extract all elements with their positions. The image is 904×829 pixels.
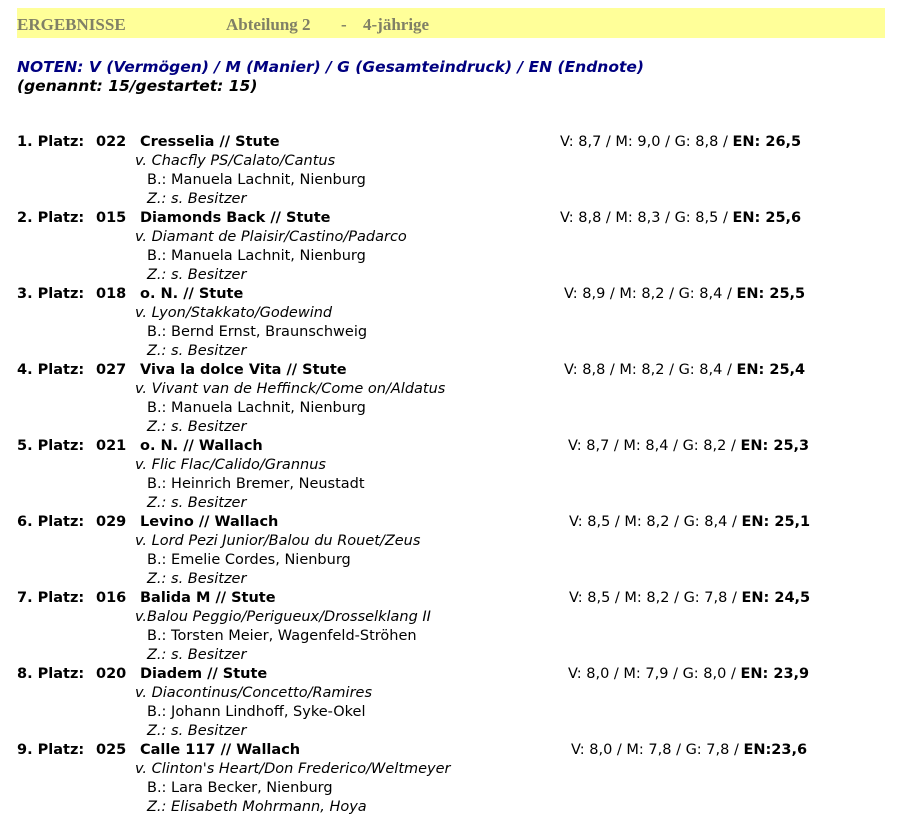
result-horse-name: Cresselia // Stute (140, 134, 280, 150)
result-score-values: V: 8,0 / M: 7,9 / G: 8,0 / (568, 666, 741, 682)
result-owner: Z.: s. Besitzer (147, 723, 247, 739)
result-scores (568, 665, 809, 684)
result-score-values: V: 8,8 / M: 8,3 / G: 8,5 / (560, 210, 733, 226)
result-endnote: EN: 25,6 (732, 210, 802, 226)
result-scores (569, 589, 810, 608)
result-owner: Z.: s. Besitzer (147, 191, 247, 207)
result-breeder: B.: Manuela Lachnit, Nienburg (147, 248, 366, 264)
header-division: Abteilung 2 (226, 15, 311, 34)
result-horse-name: Diamonds Back // Stute (140, 210, 331, 226)
noten-legend: NOTEN: V (Vermögen) / M (Manier) / G (Gesamteindruck) / EN (Endnote) (17, 58, 644, 76)
result-entry (0, 665, 904, 741)
result-endnote: EN: 24,5 (741, 590, 811, 606)
result-breeder: B.: Bernd Ernst, Braunschweig (147, 324, 368, 340)
result-entry (0, 513, 904, 589)
result-horse-name: o. N. // Stute (140, 286, 244, 302)
result-entry (0, 589, 904, 665)
result-endnote: EN: 25,3 (740, 438, 810, 454)
result-place: 6. Platz: (17, 514, 85, 530)
header-separator: - (341, 15, 347, 34)
result-entry (0, 361, 904, 437)
result-score-values: V: 8,7 / M: 8,4 / G: 8,2 / (568, 438, 741, 454)
result-scores (571, 741, 807, 760)
result-place: 4. Platz: (17, 362, 85, 378)
result-pedigree: v. Flic Flac/Calido/Grannus (135, 457, 326, 473)
result-start-number: 025 (96, 742, 127, 758)
result-pedigree: v. Chacfly PS/Calato/Cantus (135, 153, 336, 169)
result-endnote: EN:23,6 (743, 742, 808, 758)
result-scores (560, 133, 801, 152)
result-endnote: EN: 25,4 (736, 362, 806, 378)
result-owner: Z.: s. Besitzer (147, 267, 247, 283)
result-breeder: B.: Johann Lindhoff, Syke-Okel (147, 704, 366, 720)
header-title: ERGEBNISSE (17, 15, 126, 34)
result-entry (0, 741, 904, 817)
result-scores (564, 285, 805, 304)
result-horse-name: Balida M // Stute (140, 590, 276, 606)
result-score-values: V: 8,7 / M: 9,0 / G: 8,8 / (560, 134, 733, 150)
result-breeder: B.: Emelie Cordes, Nienburg (147, 552, 351, 568)
result-start-number: 015 (96, 210, 127, 226)
result-place: 9. Platz: (17, 742, 85, 758)
result-owner: Z.: s. Besitzer (147, 571, 247, 587)
header-category: 4-jährige (363, 15, 430, 34)
result-place: 2. Platz: (17, 210, 85, 226)
result-horse-name: Viva la dolce Vita // Stute (140, 362, 347, 378)
result-breeder: B.: Lara Becker, Nienburg (147, 780, 333, 796)
result-score-values: V: 8,9 / M: 8,2 / G: 8,4 / (564, 286, 737, 302)
result-scores (564, 361, 805, 380)
result-endnote: EN: 25,1 (741, 514, 811, 530)
result-entry (0, 285, 904, 361)
result-place: 5. Platz: (17, 438, 85, 454)
result-breeder: B.: Manuela Lachnit, Nienburg (147, 400, 366, 416)
result-pedigree: v. Lyon/Stakkato/Godewind (135, 305, 333, 321)
result-pedigree: v.Balou Peggio/Perigueux/Drosselklang II (135, 609, 431, 625)
result-pedigree: v. Diamant de Plaisir/Castino/Padarco (135, 229, 407, 245)
result-start-number: 021 (96, 438, 127, 454)
result-endnote: EN: 26,5 (732, 134, 802, 150)
result-pedigree: v. Clinton's Heart/Don Frederico/Weltmeyer (135, 761, 451, 777)
result-start-number: 029 (96, 514, 127, 530)
result-breeder: B.: Torsten Meier, Wagenfeld-Ströhen (147, 628, 417, 644)
result-endnote: EN: 23,9 (740, 666, 810, 682)
result-scores (568, 437, 809, 456)
results-header-bar (17, 8, 885, 38)
result-breeder: B.: Manuela Lachnit, Nienburg (147, 172, 366, 188)
result-entry (0, 133, 904, 209)
result-owner: Z.: s. Besitzer (147, 647, 247, 663)
result-endnote: EN: 25,5 (736, 286, 806, 302)
result-owner: Z.: s. Besitzer (147, 343, 247, 359)
result-owner: Z.: Elisabeth Mohrmann, Hoya (147, 799, 367, 815)
result-entry (0, 437, 904, 513)
result-horse-name: Diadem // Stute (140, 666, 268, 682)
result-start-number: 022 (96, 134, 127, 150)
result-horse-name: o. N. // Wallach (140, 438, 263, 454)
result-owner: Z.: s. Besitzer (147, 419, 247, 435)
result-pedigree: v. Diacontinus/Concetto/Ramires (135, 685, 373, 701)
result-place: 1. Platz: (17, 134, 85, 150)
result-start-number: 027 (96, 362, 127, 378)
result-place: 8. Platz: (17, 666, 85, 682)
result-scores (569, 513, 810, 532)
result-scores (560, 209, 801, 228)
result-owner: Z.: s. Besitzer (147, 495, 247, 511)
result-start-number: 016 (96, 590, 127, 606)
result-place: 7. Platz: (17, 590, 85, 606)
result-score-values: V: 8,0 / M: 7,8 / G: 7,8 / (571, 742, 744, 758)
start-count: (genannt: 15/gestartet: 15) (17, 77, 258, 95)
result-pedigree: v. Vivant van de Heffinck/Come on/Aldatus (135, 381, 446, 397)
result-start-number: 020 (96, 666, 127, 682)
result-start-number: 018 (96, 286, 127, 302)
result-horse-name: Calle 117 // Wallach (140, 742, 301, 758)
result-score-values: V: 8,8 / M: 8,2 / G: 8,4 / (564, 362, 737, 378)
result-score-values: V: 8,5 / M: 8,2 / G: 8,4 / (569, 514, 742, 530)
result-pedigree: v. Lord Pezi Junior/Balou du Rouet/Zeus (135, 533, 421, 549)
result-entry (0, 209, 904, 285)
result-score-values: V: 8,5 / M: 8,2 / G: 7,8 / (569, 590, 742, 606)
result-breeder: B.: Heinrich Bremer, Neustadt (147, 476, 365, 492)
result-place: 3. Platz: (17, 286, 85, 302)
result-horse-name: Levino // Wallach (140, 514, 279, 530)
